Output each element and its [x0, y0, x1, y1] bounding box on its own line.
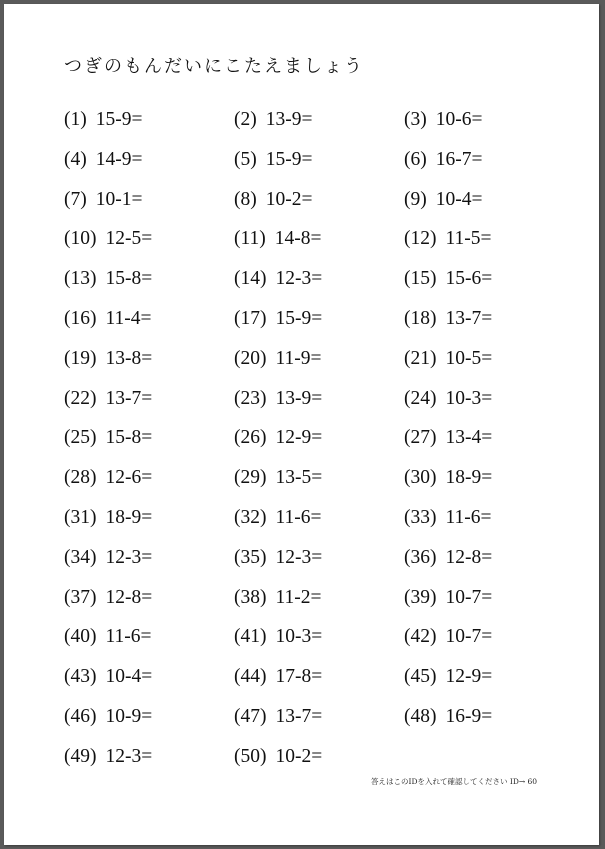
problem-item — [234, 545, 404, 585]
problem-number: (47) — [234, 705, 267, 727]
problem-number: (29) — [234, 467, 267, 489]
problem-item — [404, 266, 574, 306]
problem-number: (24) — [404, 387, 437, 409]
problem-expression: 11-5= — [445, 228, 492, 250]
problem-item — [64, 585, 234, 625]
problem-item — [234, 585, 404, 625]
problem-number: (23) — [234, 387, 267, 409]
problem-item — [64, 306, 234, 346]
problem-item — [234, 664, 404, 704]
problem-number: (33) — [404, 506, 437, 528]
problem-item — [234, 704, 404, 744]
problem-item — [404, 505, 574, 545]
problem-number: (7) — [64, 188, 87, 210]
problem-item — [234, 386, 404, 426]
problem-item — [234, 107, 404, 147]
problem-item — [64, 704, 234, 744]
problem-item — [234, 624, 404, 664]
problem-expression: 13-8= — [105, 347, 153, 369]
problem-expression: 12-3= — [105, 745, 153, 767]
problem-expression: 12-8= — [105, 586, 153, 608]
problem-number: (13) — [64, 268, 97, 290]
problem-number: (34) — [64, 546, 97, 568]
problem-expression: 10-7= — [445, 586, 493, 608]
problem-expression: 10-9= — [105, 705, 153, 727]
problem-number: (6) — [404, 148, 427, 170]
problem-expression: 11-6= — [105, 626, 152, 648]
problem-expression: 11-4= — [105, 307, 152, 329]
problem-expression: 12-6= — [105, 467, 153, 489]
problem-expression: 12-3= — [275, 268, 323, 290]
problem-item — [64, 107, 234, 147]
problem-item — [64, 266, 234, 306]
problem-number: (15) — [404, 268, 437, 290]
problem-number: (16) — [64, 307, 97, 329]
problem-expression: 13-7= — [105, 387, 153, 409]
problem-number: (39) — [404, 586, 437, 608]
problem-number: (26) — [234, 427, 267, 449]
problem-expression: 15-8= — [105, 268, 153, 290]
problem-item — [64, 425, 234, 465]
problem-number: (40) — [64, 626, 97, 648]
problem-expression: 10-4= — [435, 188, 483, 210]
problem-number: (18) — [404, 307, 437, 329]
problem-expression: 13-7= — [275, 705, 323, 727]
problem-item — [404, 386, 574, 426]
problem-expression: 15-9= — [275, 307, 323, 329]
problem-expression: 13-4= — [445, 427, 493, 449]
problem-item — [64, 187, 234, 227]
problem-expression: 10-1= — [95, 188, 143, 210]
problem-expression: 12-5= — [105, 228, 153, 250]
problem-item — [404, 187, 574, 227]
problem-expression: 15-9= — [95, 109, 143, 130]
problem-item — [404, 147, 574, 187]
problem-number: (38) — [234, 586, 267, 608]
problem-grid — [64, 107, 584, 784]
problem-number: (31) — [64, 506, 97, 528]
problem-number: (50) — [234, 745, 267, 767]
problem-number: (11) — [234, 228, 266, 250]
problem-number: (28) — [64, 467, 97, 489]
problem-item — [234, 147, 404, 187]
problem-expression: 18-9= — [105, 506, 153, 528]
problem-number: (35) — [234, 546, 267, 568]
problem-item — [234, 226, 404, 266]
problem-item — [64, 465, 234, 505]
problem-item — [404, 664, 574, 704]
problem-expression: 10-6= — [435, 109, 483, 130]
problem-expression: 14-9= — [95, 148, 143, 170]
problem-number: (12) — [404, 228, 437, 250]
problem-expression: 17-8= — [275, 666, 323, 688]
problem-expression: 10-5= — [445, 347, 493, 369]
problem-number: (25) — [64, 427, 97, 449]
problem-expression: 12-9= — [275, 427, 323, 449]
problem-expression: 12-9= — [445, 666, 493, 688]
problem-item — [404, 346, 574, 386]
problem-expression: 11-6= — [275, 506, 322, 528]
problem-expression: 16-7= — [435, 148, 483, 170]
problem-number: (46) — [64, 705, 97, 727]
problem-item — [64, 386, 234, 426]
problem-item — [234, 266, 404, 306]
problem-item — [404, 624, 574, 664]
problem-expression: 11-9= — [275, 347, 322, 369]
problem-number: (3) — [404, 109, 427, 130]
problem-item — [404, 704, 574, 744]
problem-expression: 10-2= — [265, 188, 313, 210]
problem-expression: 12-3= — [275, 546, 323, 568]
problem-item — [64, 147, 234, 187]
problem-expression: 11-6= — [445, 506, 492, 528]
problem-number: (5) — [234, 148, 257, 170]
problem-number: (22) — [64, 387, 97, 409]
problem-item — [64, 744, 234, 784]
problem-expression: 18-9= — [445, 467, 493, 489]
problem-number: (45) — [404, 666, 437, 688]
problem-number: (27) — [404, 427, 437, 449]
problem-item — [404, 425, 574, 465]
problem-number: (49) — [64, 745, 97, 767]
problem-expression: 13-5= — [275, 467, 323, 489]
problem-item — [234, 505, 404, 545]
problem-expression: 15-8= — [105, 427, 153, 449]
problem-item — [234, 187, 404, 227]
problem-expression: 14-8= — [274, 228, 322, 250]
problem-expression: 13-9= — [265, 109, 313, 130]
problem-number: (8) — [234, 188, 257, 210]
problem-expression: 13-9= — [275, 387, 323, 409]
problem-number: (4) — [64, 148, 87, 170]
problem-item — [64, 664, 234, 704]
problem-expression: 13-7= — [445, 307, 493, 329]
problem-number: (44) — [234, 666, 267, 688]
problem-item — [234, 346, 404, 386]
problem-number: (19) — [64, 347, 97, 369]
problem-number: (17) — [234, 307, 267, 329]
problem-expression: 12-8= — [445, 546, 493, 568]
problem-number: (36) — [404, 546, 437, 568]
problem-expression: 10-2= — [275, 745, 323, 767]
problem-item — [404, 465, 574, 505]
problem-number: (9) — [404, 188, 427, 210]
worksheet-page — [4, 4, 599, 845]
problem-number: (14) — [234, 268, 267, 290]
problem-item — [64, 226, 234, 266]
problem-item — [234, 425, 404, 465]
problem-expression: 10-3= — [445, 387, 493, 409]
problem-number: (42) — [404, 626, 437, 648]
problem-number: (21) — [404, 347, 437, 369]
problem-item — [64, 545, 234, 585]
problem-expression: 10-7= — [445, 626, 493, 648]
problem-number: (37) — [64, 586, 97, 608]
problem-number: (2) — [234, 109, 257, 130]
problem-item — [64, 346, 234, 386]
problem-item — [404, 306, 574, 346]
problem-number: (1) — [64, 109, 87, 130]
problem-item — [64, 624, 234, 664]
problem-number: (32) — [234, 506, 267, 528]
page-title: つぎのもんだいにこたえましょう — [64, 56, 364, 77]
problem-item — [234, 306, 404, 346]
problem-number: (30) — [404, 467, 437, 489]
problem-item — [404, 107, 574, 147]
problem-item — [404, 226, 574, 266]
problem-expression: 15-9= — [265, 148, 313, 170]
problem-item — [64, 505, 234, 545]
problem-expression: 11-2= — [275, 586, 322, 608]
problem-expression: 12-3= — [105, 546, 153, 568]
problem-item — [404, 545, 574, 585]
problem-number: (10) — [64, 228, 97, 250]
problem-expression: 16-9= — [445, 705, 493, 727]
problem-item — [404, 585, 574, 625]
problem-item — [234, 465, 404, 505]
problem-number: (41) — [234, 626, 267, 648]
problem-expression: 10-4= — [105, 666, 153, 688]
problem-expression: 10-3= — [275, 626, 323, 648]
problem-number: (20) — [234, 347, 267, 369]
problem-expression: 15-6= — [445, 268, 493, 290]
problem-number: (43) — [64, 666, 97, 688]
problem-number: (48) — [404, 705, 437, 727]
answer-id-note: 答えはこのIDを入れて確認してください ID→ 60 — [371, 777, 538, 786]
